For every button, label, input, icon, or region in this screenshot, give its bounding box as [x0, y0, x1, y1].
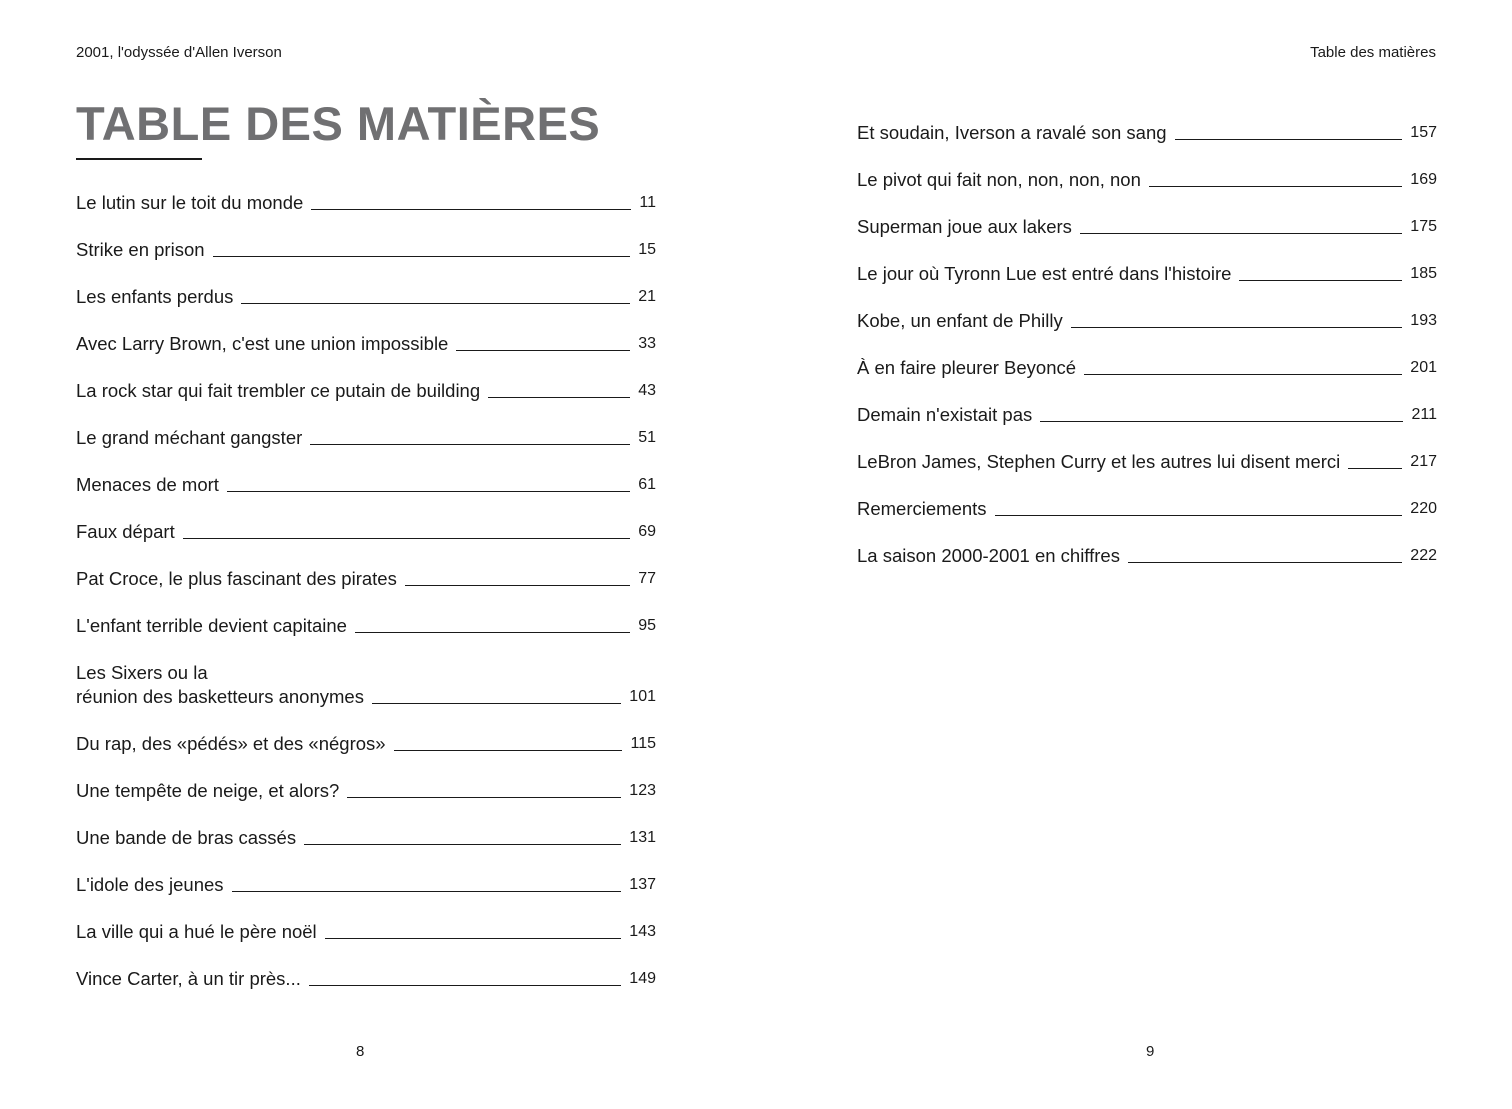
toc-entry-page: 220: [1410, 500, 1437, 517]
toc-entry-page: 185: [1410, 265, 1437, 282]
toc-entry[interactable]: [857, 168, 1437, 192]
toc-entry[interactable]: [76, 732, 656, 756]
toc-entry-title: Demain n'existait pas: [857, 404, 1033, 425]
toc-entry-page: 222: [1410, 547, 1437, 564]
toc-entry[interactable]: [76, 920, 656, 944]
toc-entry-page: 143: [629, 923, 656, 940]
toc-entry[interactable]: [76, 779, 656, 803]
toc-entry[interactable]: [76, 826, 656, 850]
toc-entry-page: 115: [630, 735, 656, 752]
toc-entry[interactable]: [857, 544, 1437, 568]
toc-entry-title: Menaces de mort: [76, 474, 219, 495]
toc-entry[interactable]: [76, 567, 656, 591]
toc-entry-page: 61: [638, 476, 656, 493]
toc-entry-page: 43: [638, 382, 656, 399]
toc-entry[interactable]: [76, 332, 656, 356]
toc-entry-page: 157: [1410, 124, 1437, 141]
toc-leader-line: [488, 397, 630, 398]
page-number-right: 9: [1146, 1043, 1155, 1060]
title-underline: [76, 158, 202, 160]
toc-entry[interactable]: [76, 967, 656, 991]
toc-entry-title: La saison 2000-2001 en chiffres: [857, 545, 1120, 566]
toc-entry-title: L'enfant terrible devient capitaine: [76, 615, 347, 636]
toc-entry-title: Le pivot qui fait non, non, non, non: [857, 169, 1141, 190]
toc-leader-line: [1071, 327, 1403, 328]
toc-entry-page: 169: [1410, 171, 1437, 188]
toc-entry-page: 217: [1410, 453, 1437, 470]
toc-entry-page: 51: [638, 429, 656, 446]
toc-entry-title: Et soudain, Iverson a ravalé son sang: [857, 122, 1167, 143]
toc-list-right: [857, 121, 1437, 591]
toc-entry-title: Le grand méchant gangster: [76, 427, 303, 448]
toc-entry[interactable]: [76, 873, 656, 897]
toc-entry[interactable]: [857, 403, 1437, 427]
toc-entry-page: 201: [1410, 359, 1437, 376]
toc-entry-page: 131: [629, 829, 656, 846]
toc-entry[interactable]: [76, 426, 656, 450]
toc-entry-title: Une bande de bras cassés: [76, 827, 297, 848]
toc-entry[interactable]: [857, 309, 1437, 333]
toc-leader-line: [1080, 233, 1402, 234]
page-number-left: 8: [356, 1043, 365, 1060]
toc-leader-line: [213, 256, 631, 257]
toc-entry[interactable]: [857, 262, 1437, 286]
toc-entry-title: Une tempête de neige, et alors?: [76, 780, 340, 801]
toc-leader-line: [456, 350, 630, 351]
running-head-left: 2001, l'odyssée d'Allen Iverson: [76, 44, 282, 61]
toc-entry[interactable]: [857, 121, 1437, 145]
toc-leader-line: [1239, 280, 1402, 281]
toc-leader-line: [1084, 374, 1402, 375]
toc-entry[interactable]: [857, 450, 1437, 474]
toc-entry-page: 33: [638, 335, 656, 352]
toc-entry-page: 193: [1410, 312, 1437, 329]
toc-entry-title: Les enfants perdus: [76, 286, 234, 307]
toc-leader-line: [405, 585, 630, 586]
toc-leader-line: [347, 797, 621, 798]
page-title: TABLE DES MATIÈRES: [76, 97, 601, 150]
toc-leader-line: [1348, 468, 1402, 469]
toc-entry[interactable]: [76, 520, 656, 544]
toc-entry-page: 211: [1411, 406, 1437, 423]
toc-entry-page: 123: [629, 782, 656, 799]
toc-entry-title: La ville qui a hué le père noël: [76, 921, 317, 942]
toc-entry-page: 21: [638, 288, 656, 305]
toc-entry-title: Superman joue aux lakers: [857, 216, 1072, 237]
toc-entry-title: LeBron James, Stephen Curry et les autres lui disent merci: [857, 451, 1341, 472]
toc-entry-page: 69: [638, 523, 656, 540]
toc-leader-line: [310, 444, 630, 445]
toc-leader-line: [1128, 562, 1402, 563]
toc-leader-line: [1040, 421, 1403, 422]
toc-entry-page: 137: [629, 876, 656, 893]
toc-entry-title: Avec Larry Brown, c'est une union impossible: [76, 333, 449, 354]
toc-entry-page: 95: [638, 617, 656, 634]
toc-entry[interactable]: [76, 614, 656, 638]
toc-leader-line: [304, 844, 621, 845]
toc-entry[interactable]: [76, 285, 656, 309]
toc-entry-title: Le jour où Tyronn Lue est entré dans l'histoire: [857, 263, 1232, 284]
toc-entry-title: Faux départ: [76, 521, 175, 542]
toc-list-left: [76, 191, 656, 1014]
toc-entry[interactable]: [857, 497, 1437, 521]
toc-entry[interactable]: [76, 238, 656, 262]
toc-leader-line: [394, 750, 623, 751]
toc-entry[interactable]: [76, 191, 656, 215]
toc-entry[interactable]: [76, 661, 656, 709]
toc-entry[interactable]: [857, 356, 1437, 380]
toc-leader-line: [183, 538, 630, 539]
toc-entry-page: 101: [629, 688, 656, 705]
toc-entry-title: Strike en prison: [76, 239, 205, 260]
toc-entry-title: Vince Carter, à un tir près...: [76, 968, 301, 989]
toc-entry-title: L'idole des jeunes: [76, 874, 224, 895]
toc-entry-page: 175: [1410, 218, 1437, 235]
toc-leader-line: [241, 303, 630, 304]
toc-entry-title: À en faire pleurer Beyoncé: [857, 357, 1077, 378]
toc-entry[interactable]: [857, 215, 1437, 239]
toc-leader-line: [1149, 186, 1402, 187]
toc-entry-page: 149: [629, 970, 656, 987]
toc-entry-title: Pat Croce, le plus fascinant des pirates: [76, 568, 397, 589]
toc-leader-line: [227, 491, 630, 492]
toc-entry-title: Les Sixers ou la réunion des basketteurs anonymes: [76, 662, 364, 707]
toc-entry-page: 77: [638, 570, 656, 587]
toc-leader-line: [232, 891, 622, 892]
toc-leader-line: [372, 703, 621, 704]
running-head-right: Table des matières: [1310, 44, 1436, 61]
toc-entry-title: Le lutin sur le toit du monde: [76, 192, 304, 213]
toc-entry[interactable]: [76, 379, 656, 403]
toc-entry[interactable]: [76, 473, 656, 497]
toc-entry-title: Remerciements: [857, 498, 987, 519]
toc-leader-line: [309, 985, 621, 986]
toc-entry-page: 11: [639, 194, 656, 211]
toc-entry-page: 15: [638, 241, 656, 258]
toc-leader-line: [325, 938, 622, 939]
toc-leader-line: [1175, 139, 1403, 140]
toc-entry-title: Du rap, des «pédés» et des «négros»: [76, 733, 386, 754]
toc-leader-line: [311, 209, 631, 210]
toc-leader-line: [995, 515, 1403, 516]
toc-leader-line: [355, 632, 630, 633]
toc-entry-title: La rock star qui fait trembler ce putain de building: [76, 380, 481, 401]
toc-entry-title: Kobe, un enfant de Philly: [857, 310, 1063, 331]
